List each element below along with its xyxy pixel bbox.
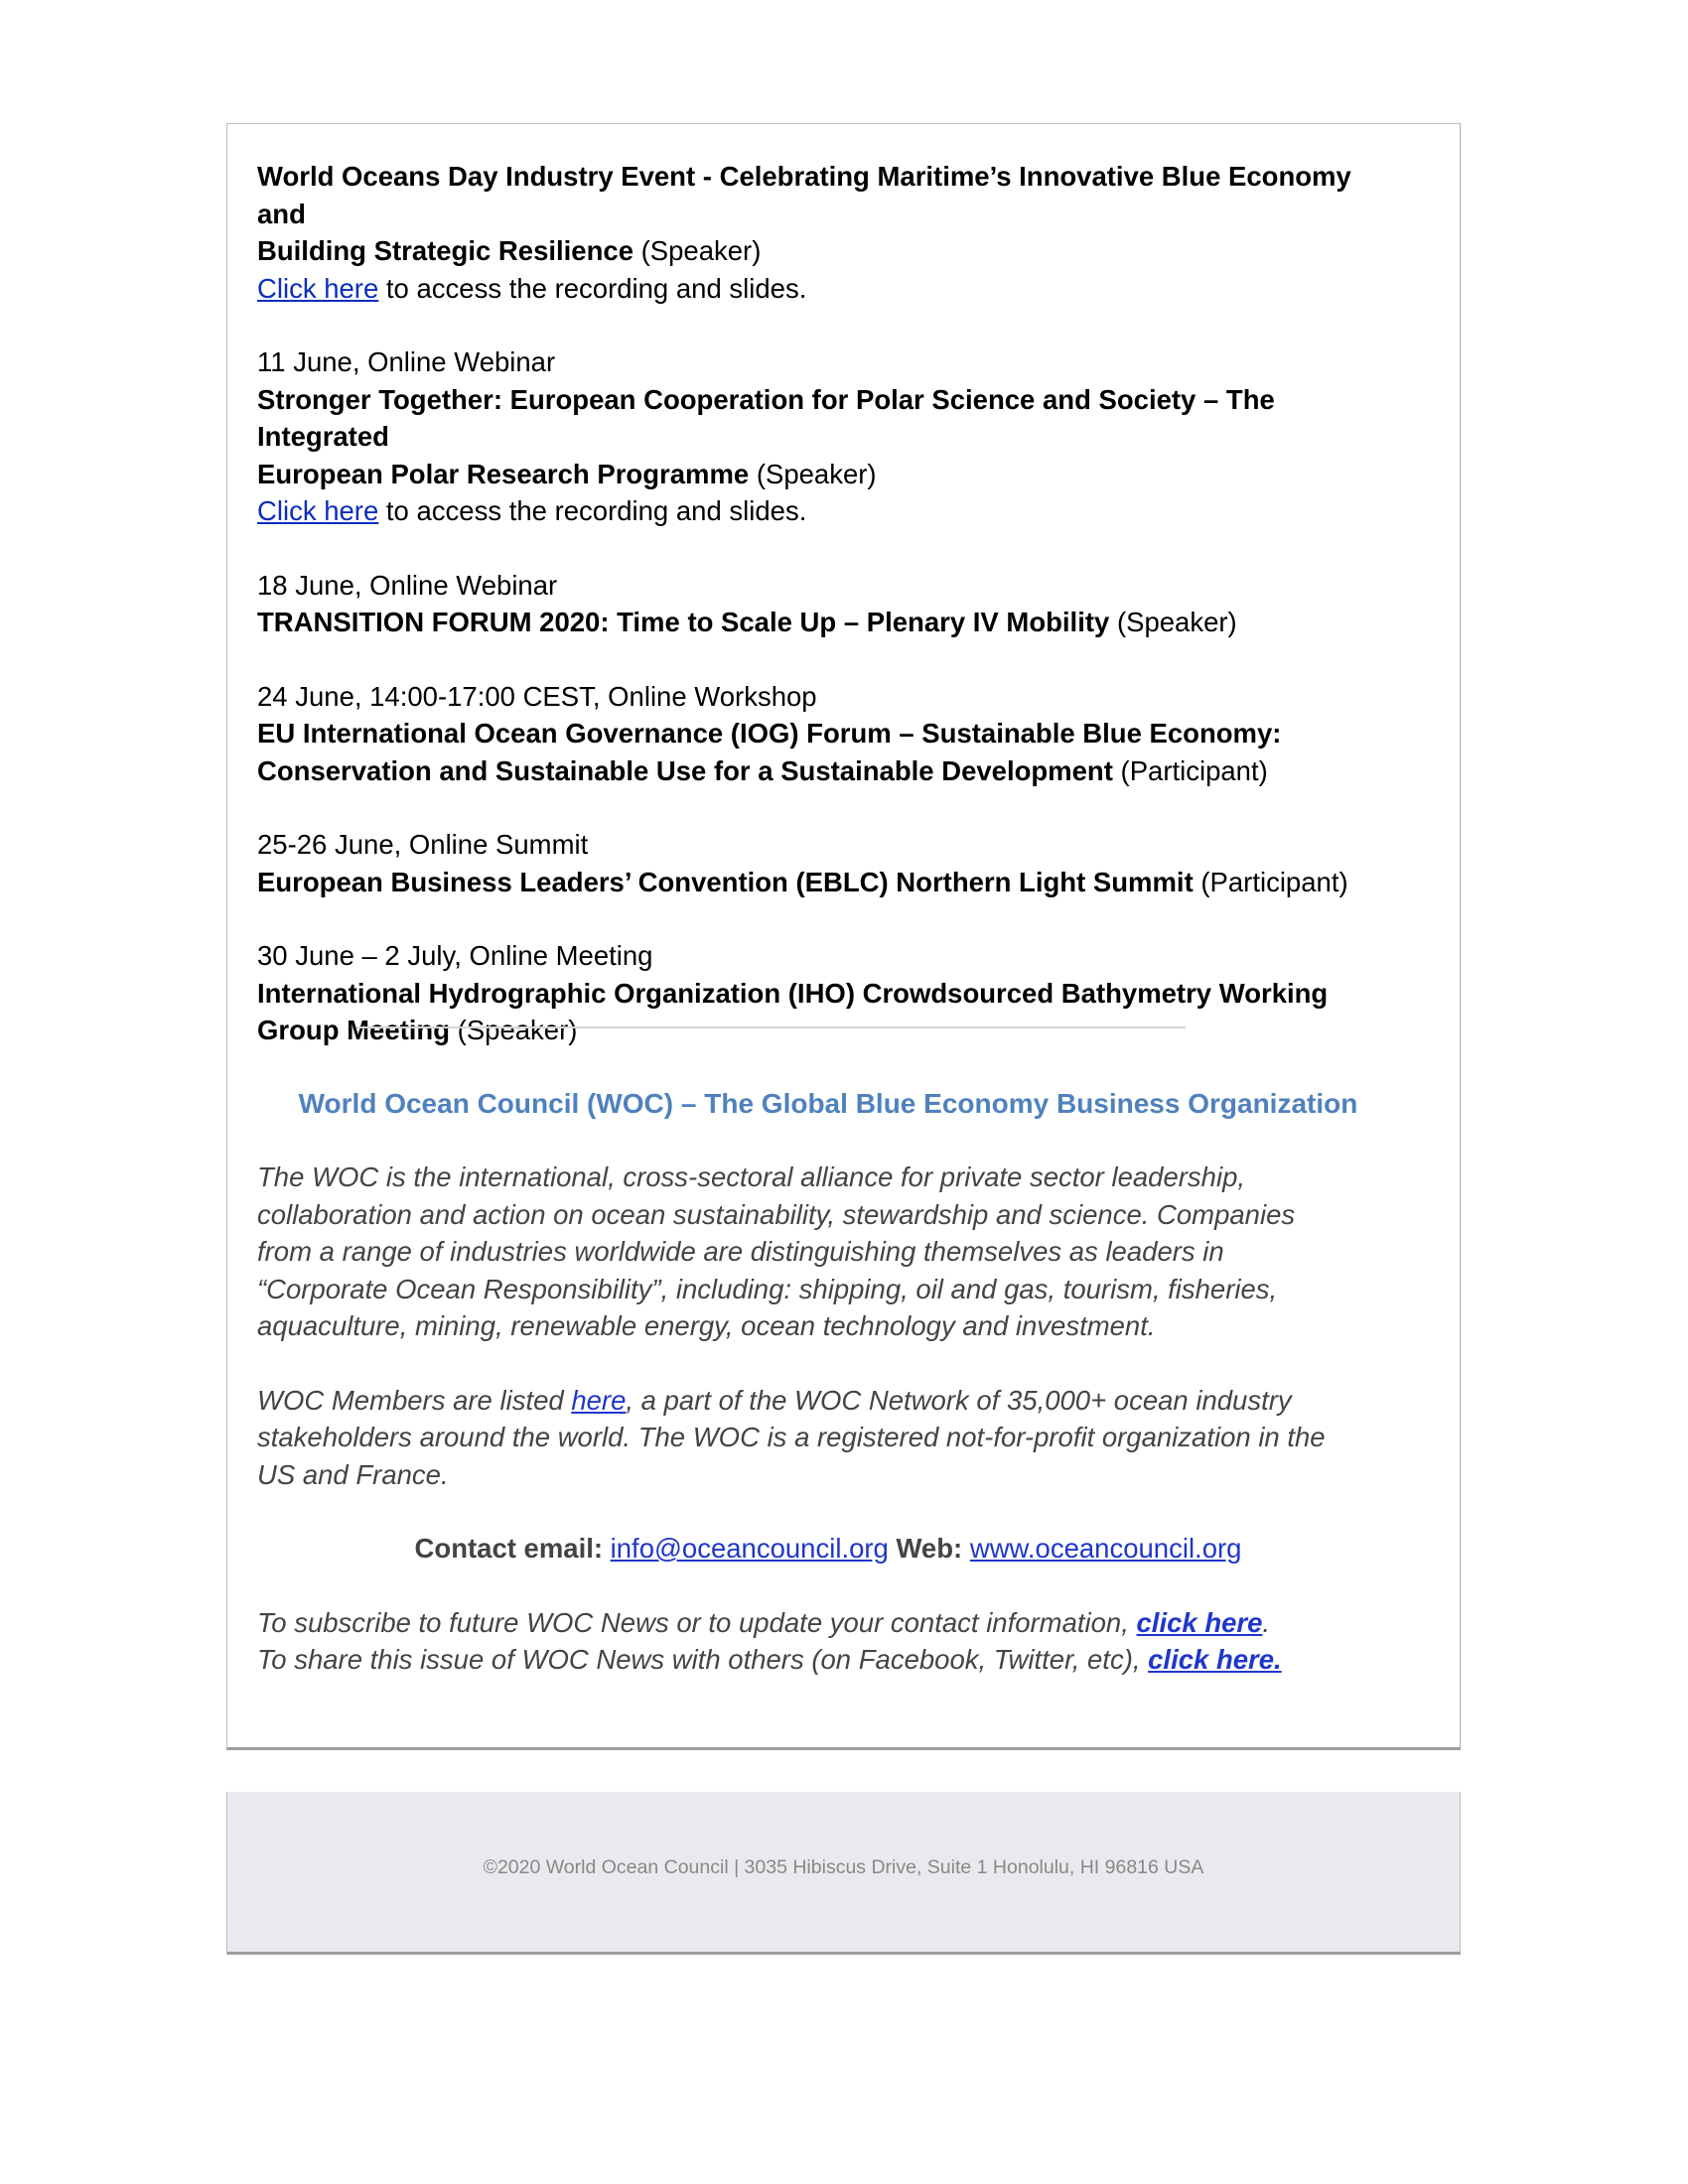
contact-email-link[interactable]: info@oceancouncil.org: [610, 1533, 889, 1564]
about-line: aquaculture, mining, renewable energy, ocean technology and investment.: [257, 1310, 1156, 1341]
event-role: (Participant): [1120, 754, 1268, 786]
link-description: to access the recording and slides.: [385, 272, 807, 304]
event-item: [257, 826, 1399, 900]
event-title-line: European Polar Research Programme: [257, 458, 750, 489]
event-role: (Speaker): [457, 1015, 578, 1045]
contact-email-label: Contact email:: [414, 1533, 604, 1564]
event-item: [257, 937, 1399, 1049]
event-item: [257, 567, 1399, 641]
event-title-line: World Oceans Day Industry Event - Celebrating Maritime’s Innovative Blue Economy and: [257, 161, 1351, 229]
about-paragraph: [257, 1159, 1399, 1345]
event-title-line: Conservation and Sustainable Use for a Sustainable Development: [257, 754, 1113, 786]
members-text: , a part of the WOC Network of 35,000+ ocean industry: [626, 1384, 1292, 1416]
event-role: (Speaker): [640, 235, 762, 266]
contact-line: [257, 1530, 1399, 1568]
event-title-line: Stronger Together: European Cooperation for Polar Science and Society – The Integrated: [257, 383, 1275, 452]
share-link[interactable]: click here.: [1148, 1644, 1282, 1675]
share-text: To share this issue of WOC News with others (on Facebook, Twitter, etc),: [257, 1644, 1149, 1675]
event-title-line: Group Meeting: [257, 1015, 451, 1045]
about-line: The WOC is the international, cross-sectoral alliance for private sector leadership,: [257, 1161, 1246, 1192]
section-divider: [356, 1026, 1186, 1028]
subscribe-link[interactable]: click here: [1136, 1606, 1263, 1638]
about-line: “Corporate Ocean Responsibility”, including: shipping, oil and gas, tourism, fisheries,: [257, 1273, 1278, 1304]
event-date: 11 June, Online Webinar: [257, 346, 556, 377]
event-item: [257, 678, 1399, 790]
event-role: (Participant): [1200, 866, 1348, 897]
event-title-line: TRANSITION FORUM 2020: Time to Scale Up – Plenary IV Mobility: [257, 607, 1110, 637]
website-link[interactable]: www.oceancouncil.org: [969, 1533, 1242, 1564]
members-text: WOC Members are listed: [257, 1384, 572, 1416]
about-line: from a range of industries worldwide are distinguishing themselves as leaders in: [257, 1236, 1224, 1267]
footer-address: ©2020 World Ocean Council | 3035 Hibiscus Drive, Suite 1 Honolulu, HI 96816 USA: [483, 1856, 1204, 1878]
about-title: World Ocean Council (WOC) – The Global Blue Economy Business Organization: [298, 1088, 1358, 1119]
members-text: US and France.: [257, 1458, 449, 1490]
events-list: [257, 158, 1399, 1086]
event-date: 30 June – 2 July, Online Meeting: [257, 940, 653, 971]
members-text: stakeholders around the world. The WOC is a registered not-for-profit organization in the: [257, 1422, 1326, 1452]
event-title-line: International Hydrographic Organization (IHO) Crowdsourced Bathymetry Working: [257, 977, 1329, 1009]
event-item: [257, 158, 1399, 307]
subscribe-text: To subscribe to future WOC News or to update your contact information,: [257, 1606, 1137, 1638]
members-link[interactable]: here: [571, 1384, 627, 1416]
members-paragraph: [257, 1382, 1399, 1494]
event-item: [257, 343, 1399, 530]
event-role: (Speaker): [1116, 607, 1237, 637]
event-title-line: European Business Leaders’ Convention (EBLC) Northern Light Summit: [257, 866, 1194, 897]
subscribe-block: [257, 1604, 1399, 1679]
event-date: 24 June, 14:00-17:00 CEST, Online Workshop: [257, 680, 817, 712]
footer: [226, 1792, 1461, 1955]
event-title-line: EU International Ocean Governance (IOG) Forum – Sustainable Blue Economy:: [257, 718, 1282, 749]
subscribe-end: .: [1262, 1606, 1271, 1638]
newsletter-body: [226, 123, 1461, 1750]
event-date: 25-26 June, Online Summit: [257, 829, 589, 860]
web-label: Web:: [896, 1533, 963, 1564]
link-description: to access the recording and slides.: [385, 495, 807, 526]
about-section: [257, 1085, 1399, 1679]
event-date: 18 June, Online Webinar: [257, 569, 558, 601]
recording-link[interactable]: Click here: [257, 272, 379, 304]
about-line: collaboration and action on ocean sustainability, stewardship and science. Companies: [257, 1198, 1296, 1230]
recording-link[interactable]: Click here: [257, 495, 379, 526]
event-title-line: Building Strategic Resilience: [257, 235, 633, 266]
event-role: (Speaker): [756, 458, 877, 489]
